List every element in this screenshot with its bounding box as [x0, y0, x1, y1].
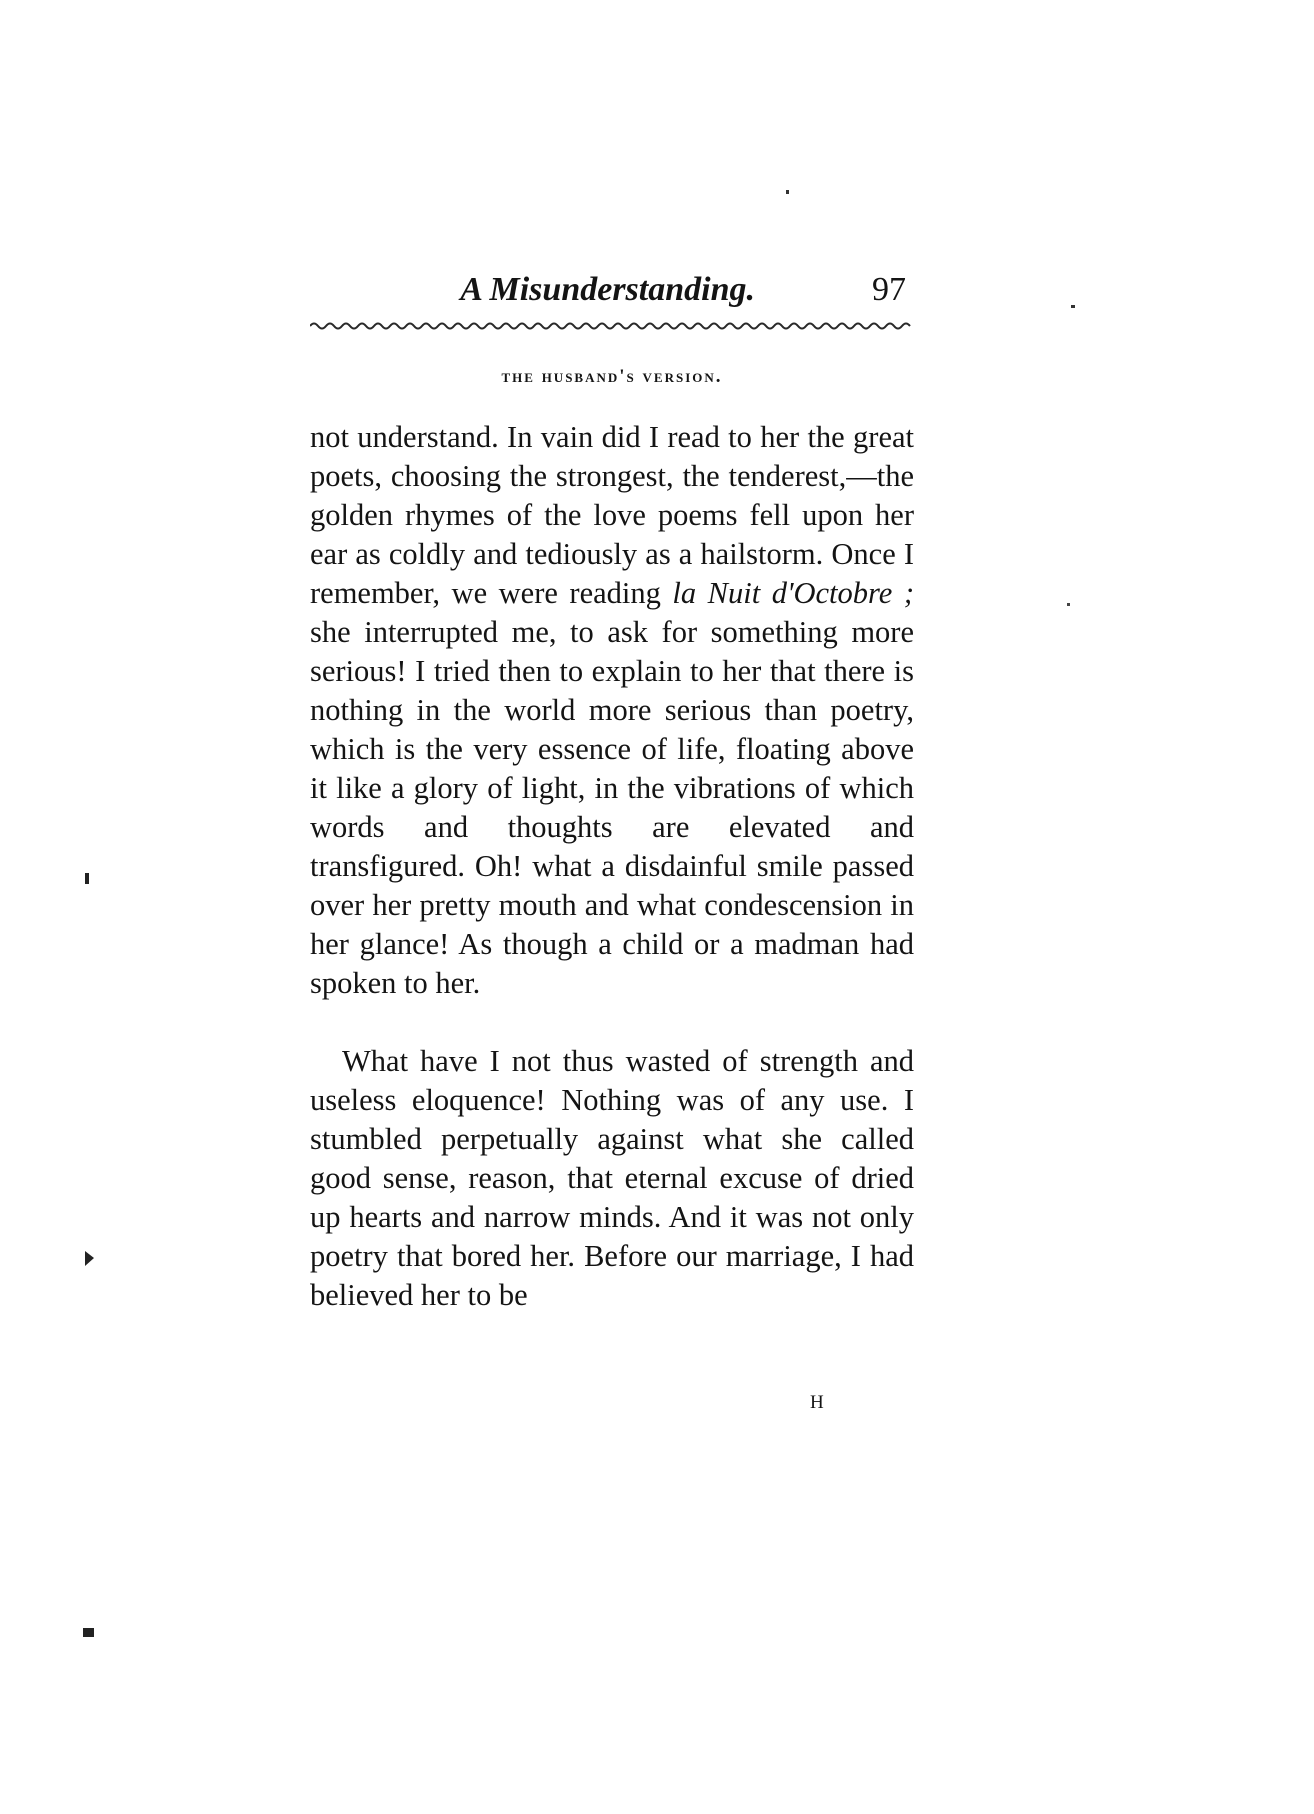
paragraph-1-part-1: not understand. In vain did I read to her the great poets, choosing the strongest, the tenderest,—the golden rhymes of the love poems fell upon her ear as coldly and tediously as a hailstorm. Once I remember, we were reading	[310, 420, 914, 610]
section-heading: the husband's version.	[501, 366, 723, 387]
ornamental-rule	[310, 320, 914, 334]
paragraph-1-part-2: she interrupted me, to ask for something more serious! I tried then to explain to her that there is nothing in the world more serious than poetry, which is the very essence of life, floating above it like a glory of light, in the vibrations of which words and thoughts are elevated and transfigured. Oh! what a disdainful smile passed over her pretty mouth and what condescension in her glance! As though a child or a madman had spoken to her.	[310, 615, 914, 1000]
running-title: A Misunderstanding.	[460, 271, 755, 308]
paragraph-1	[310, 418, 914, 1003]
paragraph-1-italic: la Nuit d'Octobre ;	[672, 576, 914, 610]
paragraph-2: What have I not thus wasted of strength and useless eloquence! Nothing was of any use. I stumbled perpetually against what she called good sense, reason, that eternal excuse of dried up hearts and narrow minds. And it was not only poetry that bored her. Before our marriage, I had believed her to be	[310, 1044, 914, 1312]
signature-mark: H	[810, 1392, 825, 1413]
running-head	[310, 268, 914, 312]
page-number: 97	[872, 271, 906, 308]
body-text	[310, 418, 914, 1315]
